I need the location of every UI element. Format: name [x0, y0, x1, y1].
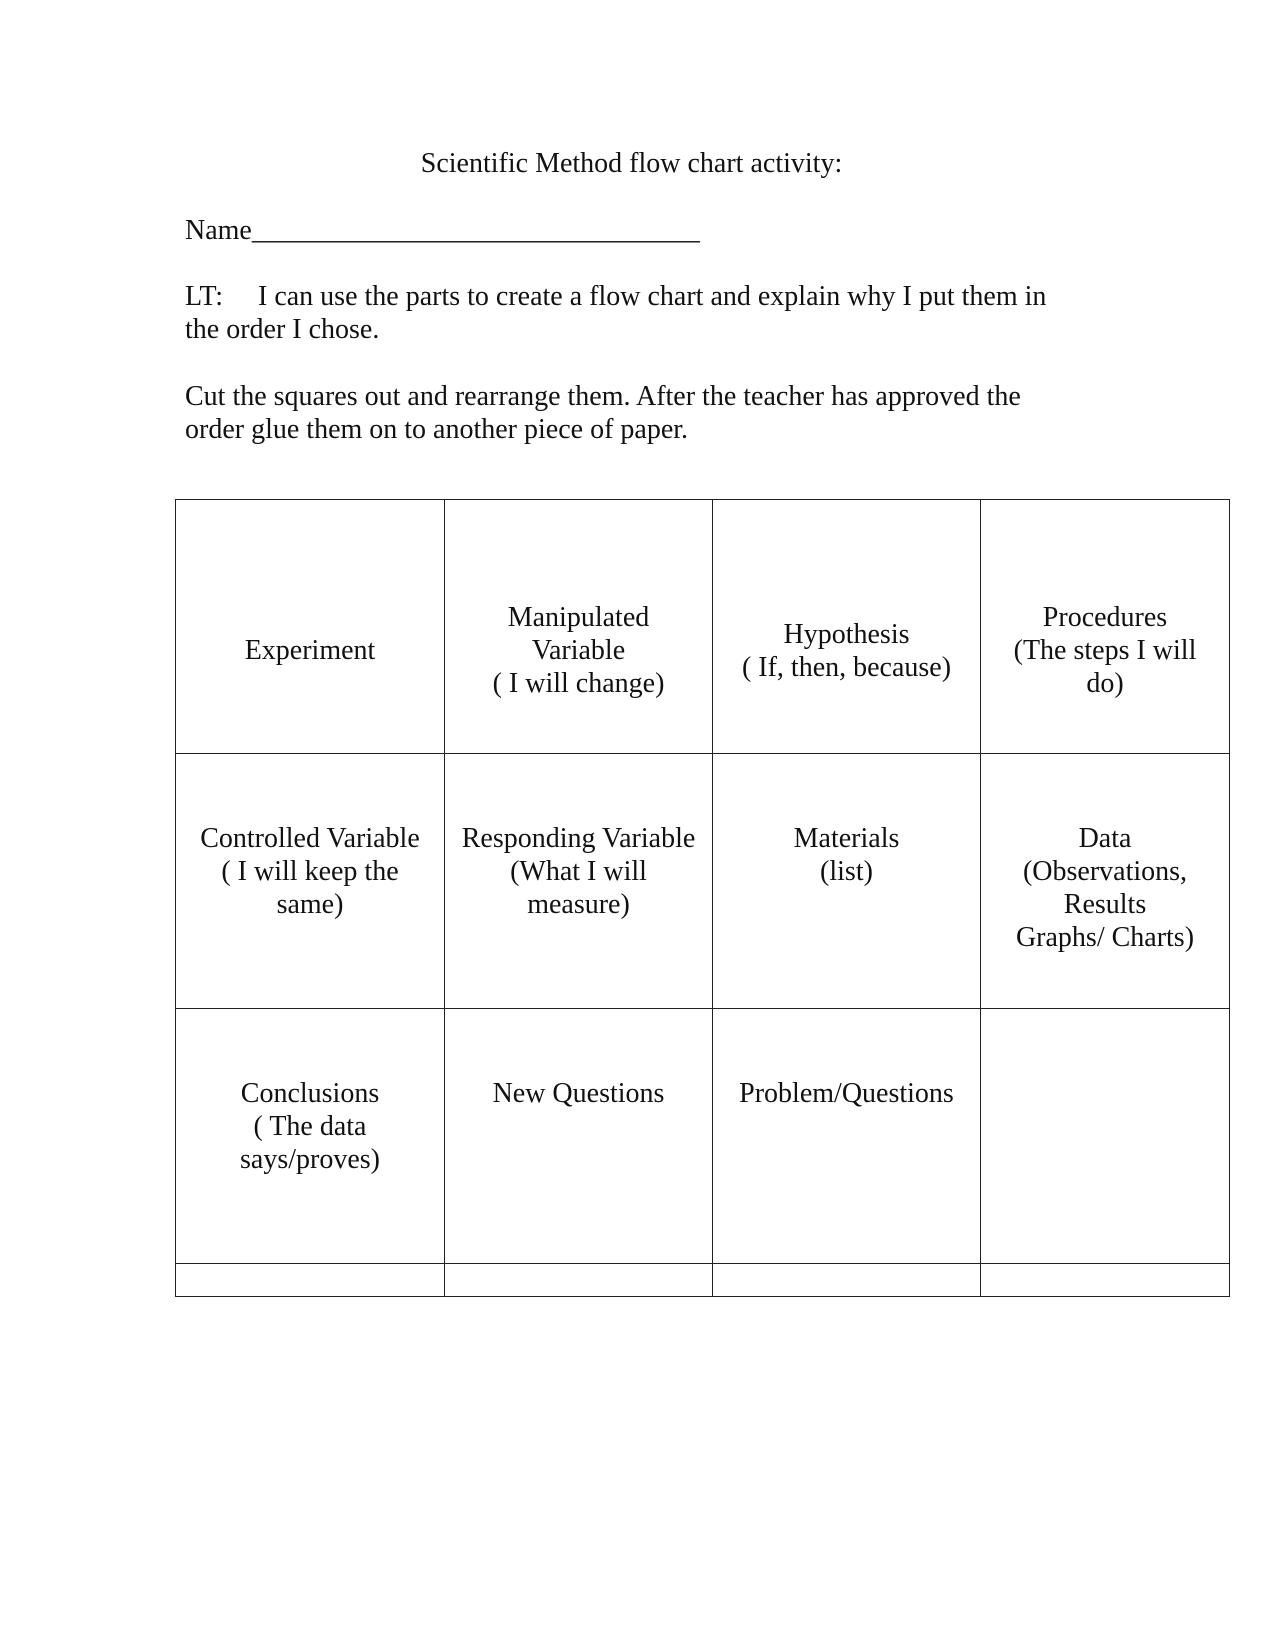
instructions-line-1: Cut the squares out and rearrange them. After the teacher has approved the [185, 381, 1021, 412]
card-procedures [981, 500, 1230, 754]
card-conclusions-text: Conclusions ( The data says/proves) [240, 1078, 380, 1175]
card-row-3 [176, 1009, 1230, 1264]
card-procedures-text: Procedures (The steps I will do) [1013, 602, 1197, 699]
card-manipulated-variable-text: Manipulated Variable ( I will change) [492, 602, 665, 699]
card-experiment-text: Experiment [244, 635, 376, 666]
card-responding-variable-text: Responding Variable (What I will measure) [461, 823, 696, 920]
card-controlled-variable-text: Controlled Variable ( I will keep the same) [200, 823, 420, 920]
card-materials [713, 754, 981, 1009]
card-controlled-variable [176, 754, 445, 1009]
card-manipulated-variable [445, 500, 713, 754]
card-problem-questions [713, 1009, 981, 1264]
learning-target-text-1: I can use the parts to create a flow chart and explain why I put them in [258, 281, 1047, 312]
name-prompt: Name________________________________ [185, 215, 700, 246]
page-title [0, 148, 1275, 180]
empty-cell [981, 1264, 1230, 1297]
card-materials-text: Materials (list) [793, 823, 900, 887]
card-experiment [176, 500, 445, 754]
card-new-questions-text: New Questions [492, 1078, 665, 1109]
card-new-questions [445, 1009, 713, 1264]
instructions-line-2: order glue them on to another piece of paper. [185, 414, 689, 445]
card-row-4-empty [176, 1264, 1230, 1297]
card-responding-variable [445, 754, 713, 1009]
empty-cell [176, 1264, 445, 1297]
learning-target-line-2: the order I chose. [185, 314, 380, 345]
cutout-cards-grid [175, 499, 1230, 1297]
card-conclusions [176, 1009, 445, 1264]
card-hypothesis [713, 500, 981, 754]
learning-target-line-1 [185, 280, 1046, 313]
learning-target-label: LT: [185, 281, 224, 312]
card-blank [981, 1009, 1230, 1264]
empty-cell [713, 1264, 981, 1297]
page-title-text: Scientific Method flow chart activity: [420, 148, 843, 179]
card-blank-text [985, 1009, 1225, 1077]
card-problem-questions-text: Problem/Questions [739, 1078, 954, 1109]
card-row-1 [176, 500, 1230, 754]
card-data [981, 754, 1230, 1009]
card-data-text: Data (Observations, Results Graphs/ Charts) [1015, 823, 1195, 953]
empty-cell [445, 1264, 713, 1297]
card-hypothesis-text: Hypothesis ( If, then, because) [741, 618, 952, 683]
card-row-2 [176, 754, 1230, 1009]
